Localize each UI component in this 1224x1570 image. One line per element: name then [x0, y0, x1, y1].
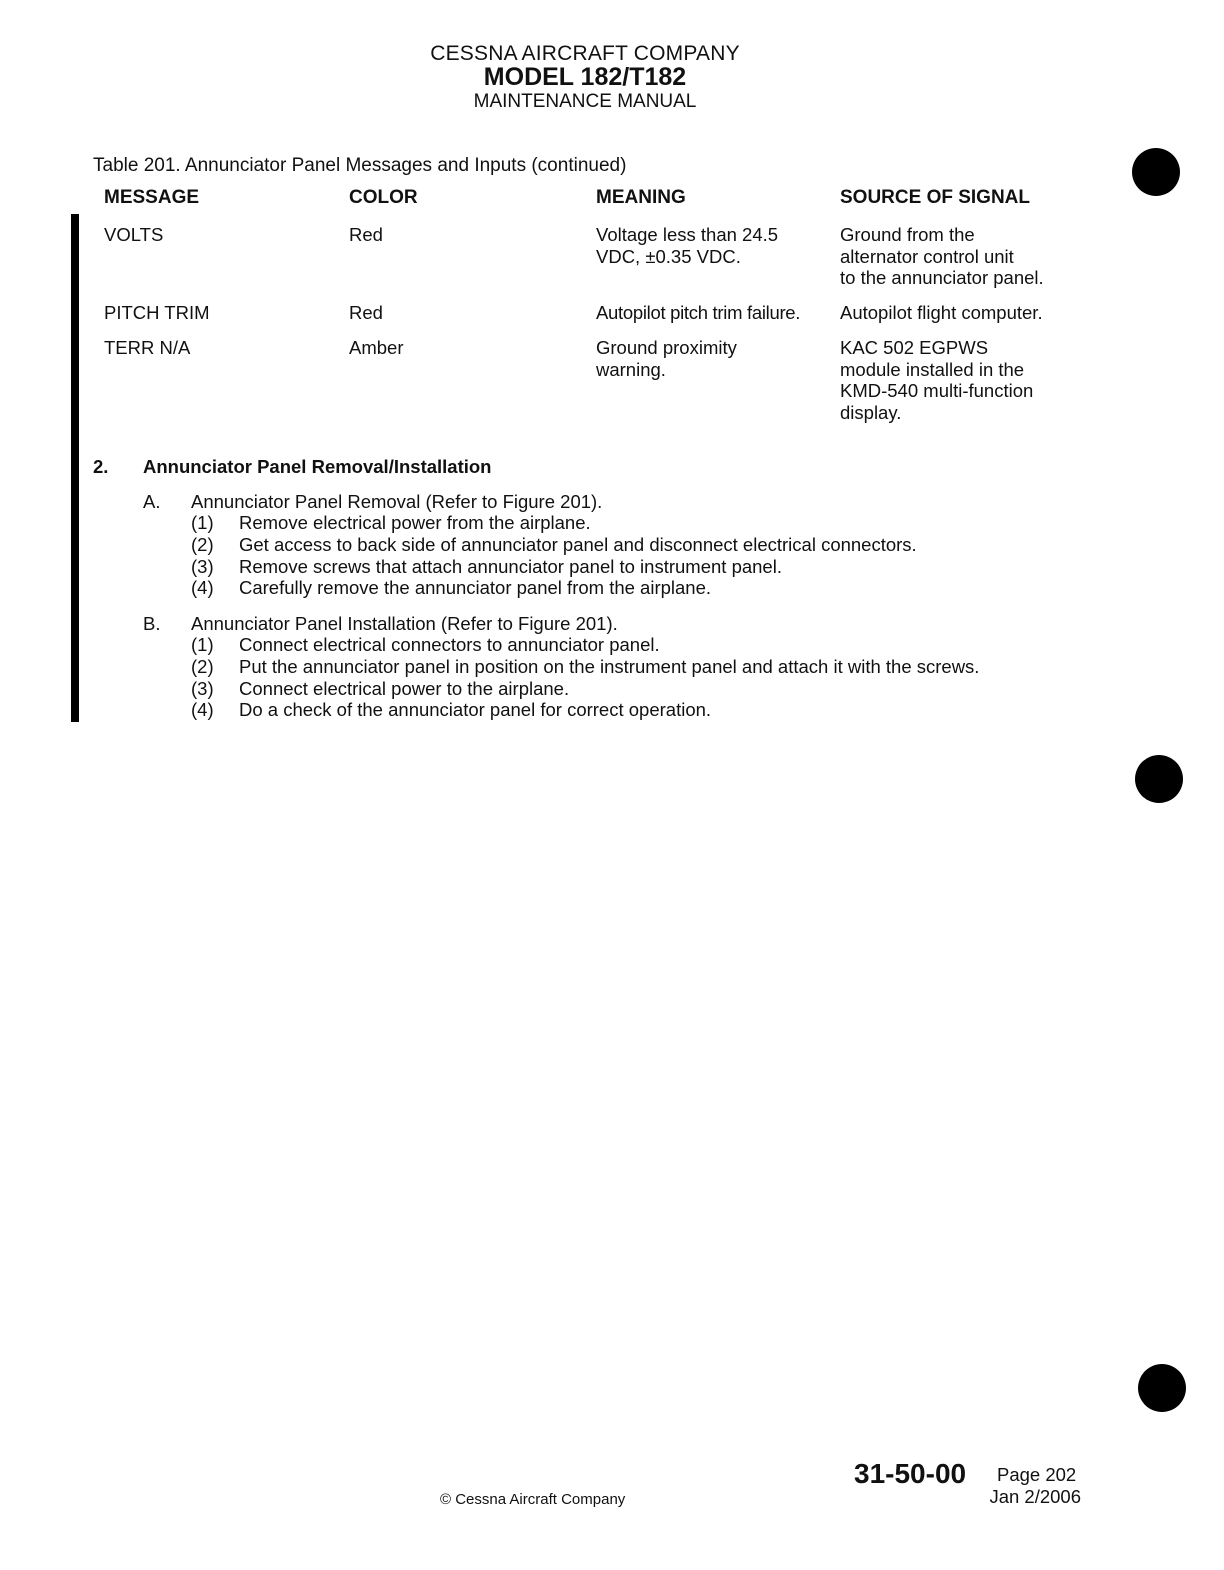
cell-line: warning. — [596, 358, 666, 380]
table-caption: Table 201. Annunciator Panel Messages and Inputs (continued) — [93, 155, 627, 176]
cell-line: Voltage less than 24.5 — [596, 224, 779, 245]
column-header-meaning: MEANING — [596, 187, 686, 208]
step-number: (1) — [191, 512, 214, 533]
header-model: MODEL 182/T182 — [483, 63, 687, 91]
cell-message: PITCH TRIM — [104, 302, 210, 323]
cell-meaning — [596, 302, 800, 324]
cell-message: TERR N/A — [104, 337, 191, 358]
cell-source — [840, 337, 1033, 423]
cell-line: Autopilot flight computer. — [840, 302, 1043, 323]
cell-message: VOLTS — [104, 224, 164, 245]
step-number: (4) — [191, 699, 214, 720]
cell-source — [840, 302, 1043, 324]
cell-color: Amber — [349, 337, 404, 358]
step-number: (4) — [191, 577, 214, 598]
subsection-letter: B. — [143, 613, 161, 634]
step-text: Remove electrical power from the airplane. — [239, 512, 591, 533]
binder-hole — [1138, 1364, 1186, 1412]
section-title: Annunciator Panel Removal/Installation — [143, 456, 492, 477]
binder-hole — [1132, 148, 1180, 196]
step-text: Put the annunciator panel in position on the instrument panel and attach it with the screws. — [239, 656, 980, 677]
footer-copyright: © Cessna Aircraft Company — [440, 1491, 626, 1508]
cell-color: Red — [349, 302, 383, 323]
binder-hole — [1135, 755, 1183, 803]
cell-line: display. — [840, 401, 902, 423]
step-text: Remove screws that attach annunciator panel to instrument panel. — [239, 556, 782, 577]
step-text: Carefully remove the annunciator panel from the airplane. — [239, 577, 712, 598]
cell-line: KAC 502 EGPWS — [840, 337, 989, 358]
step-text: Connect electrical connectors to annunciator panel. — [239, 634, 660, 655]
step-number: (1) — [191, 634, 214, 655]
header-manual-title: MAINTENANCE MANUAL — [473, 91, 697, 112]
step-number: (2) — [191, 534, 214, 555]
cell-line: Ground proximity — [596, 337, 737, 358]
cell-line: VDC, ±0.35 VDC. — [596, 245, 741, 267]
step-number: (3) — [191, 678, 214, 699]
cell-meaning — [596, 224, 778, 267]
step-text: Connect electrical power to the airplane. — [239, 678, 570, 699]
footer-page-number: Page 202 — [997, 1464, 1077, 1485]
subsection-title: Annunciator Panel Removal (Refer to Figure 201). — [191, 491, 603, 512]
cell-line: Ground from the — [840, 224, 975, 245]
footer-revision-date: Jan 2/2006 — [989, 1486, 1081, 1507]
step-text: Do a check of the annunciator panel for correct operation. — [239, 699, 712, 720]
subsection-letter: A. — [143, 491, 161, 512]
column-header-color: COLOR — [349, 187, 418, 208]
footer-chapter-code: 31-50-00 — [854, 1458, 967, 1489]
cell-color: Red — [349, 224, 383, 245]
cell-line: module installed in the — [840, 358, 1025, 380]
section-number: 2. — [93, 456, 109, 477]
step-number: (2) — [191, 656, 214, 677]
cell-line: alternator control unit — [840, 245, 1014, 267]
cell-line: to the annunciator panel. — [840, 267, 1044, 288]
cell-line: Autopilot pitch trim failure. — [596, 302, 801, 323]
step-text: Get access to back side of annunciator panel and disconnect electrical connectors. — [239, 534, 917, 555]
column-header-message: MESSAGE — [104, 187, 200, 208]
subsection-title: Annunciator Panel Installation (Refer to Figure 201). — [191, 613, 618, 634]
cell-line: KMD-540 multi-function — [840, 380, 1034, 401]
revision-change-bar — [71, 214, 79, 722]
cell-meaning — [596, 337, 737, 380]
column-header-source: SOURCE OF SIGNAL — [840, 187, 1031, 208]
header-company: CESSNA AIRCRAFT COMPANY — [430, 42, 740, 65]
step-number: (3) — [191, 556, 214, 577]
cell-source — [840, 224, 1044, 289]
